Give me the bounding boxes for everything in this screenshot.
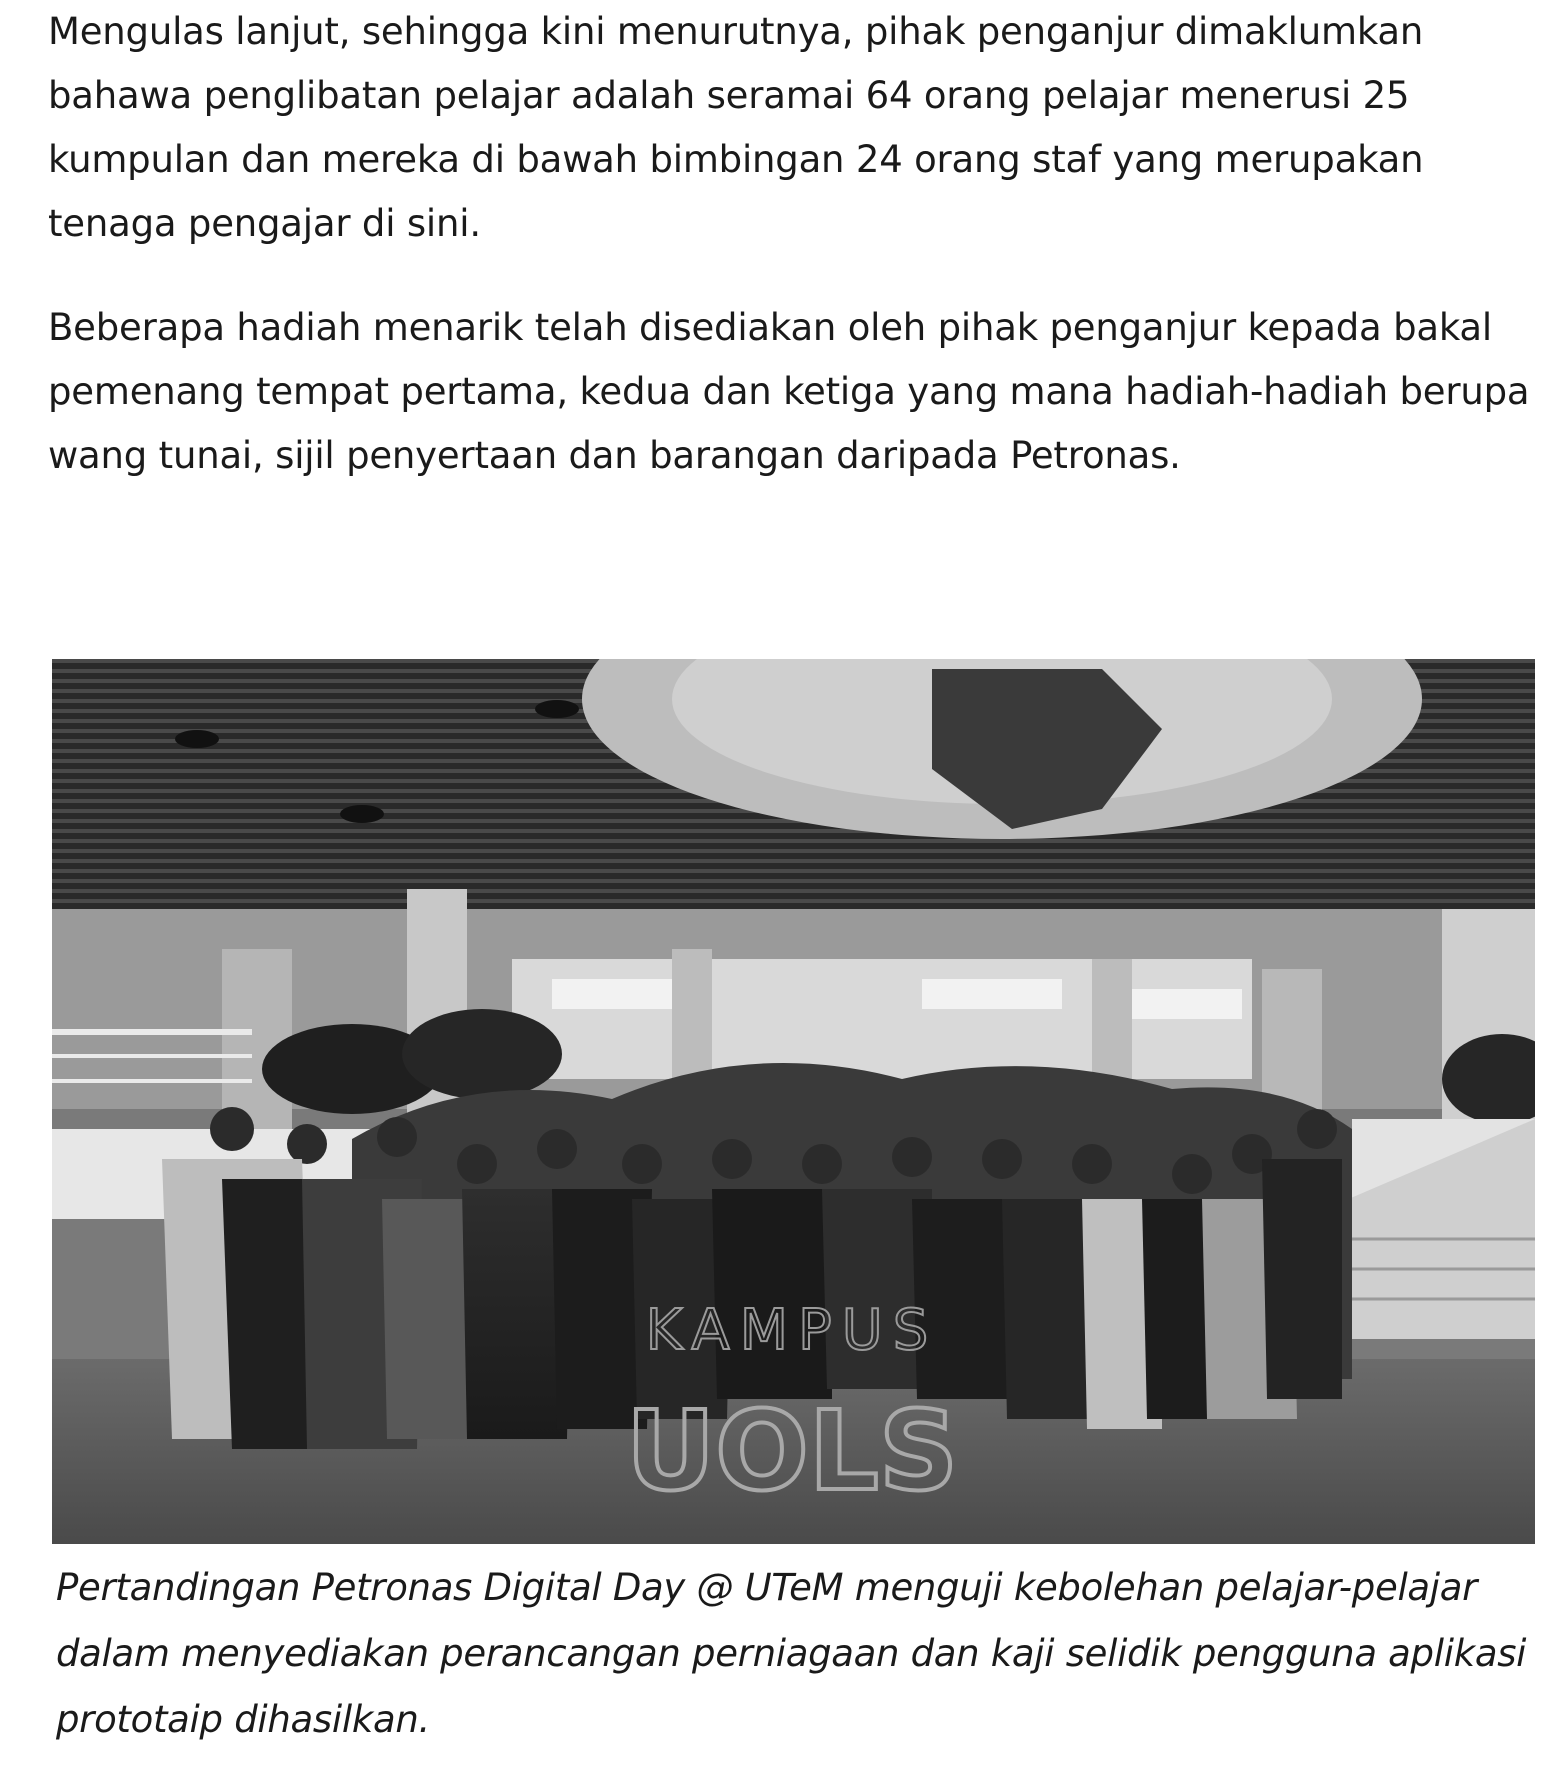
paragraph-line: pemenang tempat pertama, kedua dan ketiga yang mana hadiah-hadiah berupa [48, 370, 1530, 413]
watermark-logo: UOLS [625, 1387, 959, 1515]
group-photo [52, 659, 1535, 1544]
caption-line: Pertandingan Petronas Digital Day @ UTeM menguji kebolehan pelajar-pelajar [56, 1566, 1478, 1609]
paragraph-line: tenaga pengajar di sini. [48, 202, 481, 245]
caption-line: prototaip dihasilkan. [56, 1698, 430, 1741]
watermark-subtext: KAMPUS [645, 1298, 939, 1363]
paragraph-line: bahawa penglibatan pelajar adalah seramai 64 orang pelajar menerusi 25 [48, 74, 1410, 117]
paragraph-line: Beberapa hadiah menarik telah disediakan oleh pihak penganjur kepada bakal [48, 306, 1492, 349]
paragraph-2 [48, 296, 1530, 488]
paragraph-line: Mengulas lanjut, sehingga kini menurutnya, pihak penganjur dimaklumkan [48, 10, 1424, 53]
paragraph-line: wang tunai, sijil penyertaan dan barangan daripada Petronas. [48, 434, 1181, 477]
photo-caption [56, 1555, 1526, 1753]
caption-line: dalam menyediakan perancangan perniagaan dan kaji selidik pengguna aplikasi [56, 1632, 1527, 1675]
paragraph-line: kumpulan dan mereka di bawah bimbingan 24 orang staf yang merupakan [48, 138, 1424, 181]
paragraph-1 [48, 0, 1518, 256]
